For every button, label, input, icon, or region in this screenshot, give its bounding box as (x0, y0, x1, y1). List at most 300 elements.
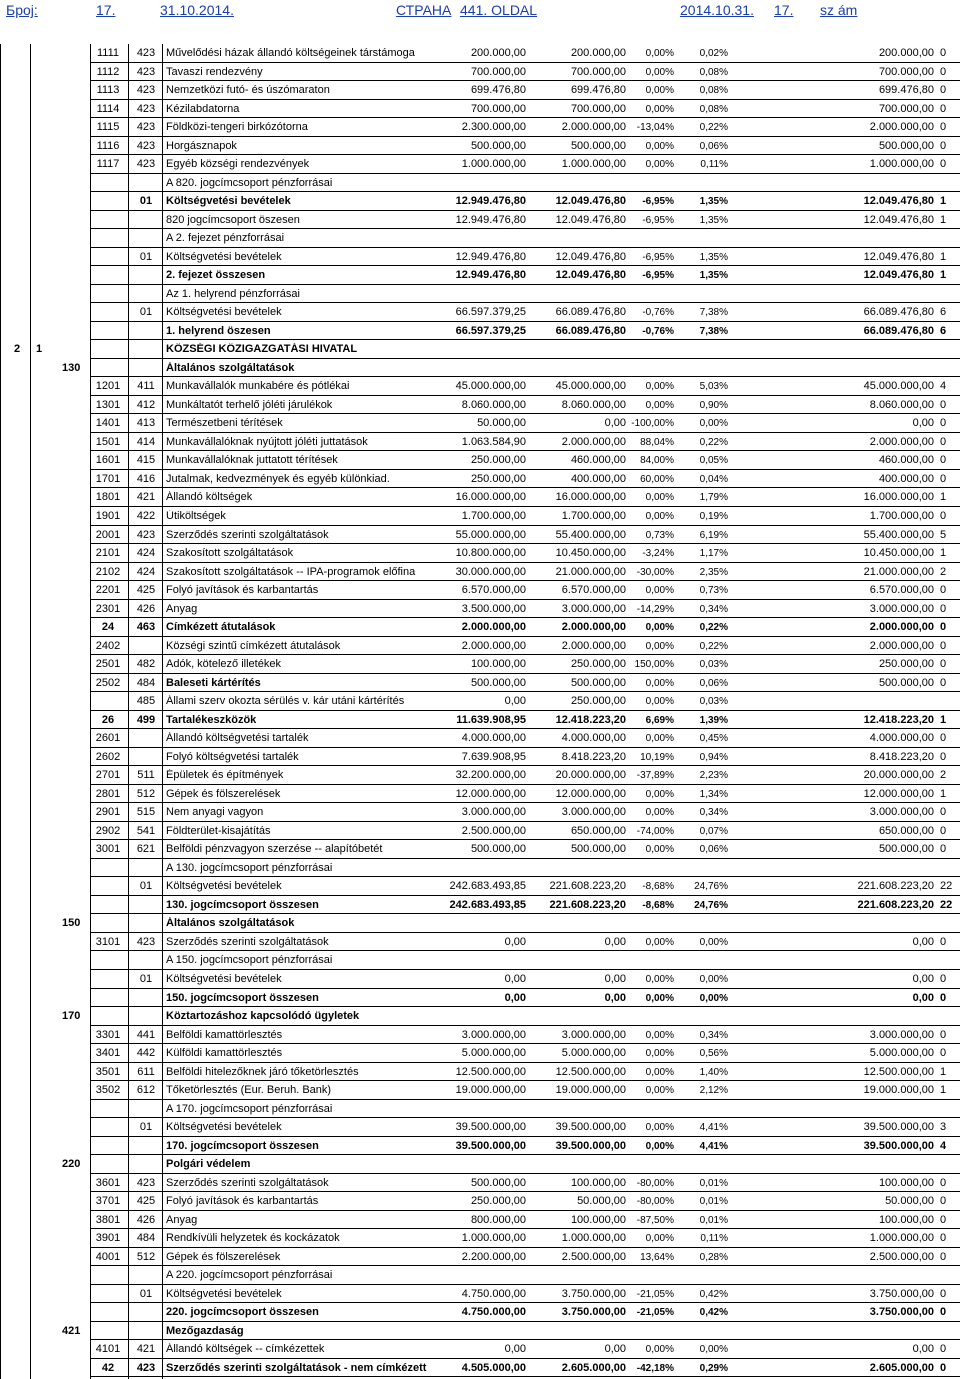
value-modified: 19.000.000,00 (555, 1084, 626, 1097)
account-code: 485 (136, 695, 156, 708)
account-code: 511 (137, 769, 155, 782)
value-modified: 12.500.000,00 (555, 1065, 626, 1078)
value-total: 2.500.000,00 (869, 1250, 934, 1263)
value-original: 2.500.000,00 (461, 824, 526, 837)
row-divider (90, 247, 960, 248)
table-row (0, 674, 960, 692)
function-code: 170 (62, 1010, 81, 1023)
item-number: 2101 (95, 547, 121, 560)
value-extra: 1 (940, 195, 947, 208)
header-item: Број: (6, 2, 38, 18)
percent-change: -30,00% (636, 566, 674, 578)
row-divider (90, 1062, 960, 1063)
value-original: 500.000,00 (470, 843, 526, 856)
row-divider (90, 469, 960, 470)
value-original: 8.060.000,00 (461, 398, 526, 411)
account-code: 541 (136, 824, 156, 837)
percent-change: -3,24% (642, 548, 674, 560)
item-label: A 170. jogcímcsoport pénzforrásai (166, 1102, 333, 1115)
table-row (0, 896, 960, 914)
value-total: 500.000,00 (878, 139, 934, 152)
value-modified: 1.700.000,00 (561, 510, 626, 522)
percent-change: 0,00% (645, 48, 674, 59)
table-row (0, 563, 960, 581)
value-extra: 0 (940, 750, 947, 763)
value-original: 11.639.908,95 (456, 713, 526, 726)
value-extra: 2 (940, 769, 947, 782)
table-row (0, 285, 960, 303)
value-modified: 700.000,00 (570, 102, 626, 115)
percent-change: 6,69% (645, 714, 674, 726)
row-divider (90, 969, 960, 970)
item-label: Állandó költségvetési tartalék (166, 732, 309, 745)
percent-change: 0,00% (645, 696, 674, 708)
value-modified: 12.049.476,80 (555, 213, 626, 226)
item-label: Nem anyagi vagyon (166, 806, 264, 819)
item-label: Szakosított szolgáltatások (166, 547, 294, 560)
percent-share: 0,08% (699, 103, 728, 115)
item-label: Szerződés szerinti szolgáltatások (166, 1176, 329, 1189)
item-label: Állami szerv okozta sérülés v. kár utáni kártérítés (166, 695, 405, 708)
row-divider (90, 228, 960, 229)
table-row (0, 618, 960, 636)
row-divider (90, 321, 960, 322)
value-modified: 2.000.000,00 (561, 639, 626, 652)
value-total: 500.000,00 (878, 843, 934, 856)
table-row (0, 359, 960, 377)
row-divider (90, 339, 960, 340)
value-original: 12.500.000,00 (455, 1065, 526, 1078)
percent-share: 0,42% (699, 1307, 728, 1319)
value-extra: 0 (940, 1306, 947, 1319)
page-header (0, 0, 960, 28)
item-number: 2801 (95, 787, 121, 800)
item-number: 2201 (95, 584, 121, 597)
row-divider (90, 747, 960, 748)
item-label: Horgásznapok (166, 139, 237, 152)
account-code: 423 (136, 158, 156, 171)
value-original: 16.000.000,00 (455, 491, 526, 504)
value-extra: 0 (940, 139, 947, 152)
item-number: 2902 (95, 824, 121, 837)
item-number: 3901 (95, 1232, 121, 1245)
item-label: Szerződés szerinti szolgáltatások (166, 935, 329, 948)
item-label: Folyó javítások és karbantartás (166, 1195, 319, 1208)
row-divider (90, 413, 960, 414)
item-number: 26 (101, 713, 115, 726)
item-label: Adók, kötelező illetékek (166, 658, 281, 671)
item-label: Községi szintű címkézett átutalások (166, 639, 341, 652)
percent-change: 0,00% (645, 1344, 674, 1356)
percent-change: 0,00% (645, 66, 674, 78)
percent-share: 0,01% (699, 1214, 728, 1226)
value-extra: 0 (940, 472, 947, 485)
value-extra: 22 (940, 898, 953, 911)
row-divider (90, 673, 960, 674)
value-modified: 100.000,00 (570, 1213, 626, 1226)
value-original: 4.000.000,00 (461, 732, 526, 745)
value-original: 39.500.000,00 (455, 1139, 526, 1152)
item-label: 2. fejezet összesen (166, 269, 266, 282)
row-divider (90, 265, 960, 266)
item-label: 1. helyrend öszesen (166, 324, 271, 337)
percent-change: 0,00% (645, 85, 674, 97)
table-row (0, 1155, 960, 1173)
table-row (0, 414, 960, 432)
value-total: 12.500.000,00 (863, 1065, 934, 1078)
row-divider (90, 988, 960, 989)
header-item: 441. OLDAL (460, 2, 538, 18)
table-row (0, 933, 960, 951)
value-extra: 1 (940, 213, 947, 226)
value-original: 2.000.000,00 (461, 639, 526, 652)
table-row (0, 1359, 960, 1377)
row-divider (90, 1043, 960, 1044)
value-modified: 460.000,00 (570, 454, 626, 467)
value-modified: 0,00 (604, 417, 626, 430)
item-label: Gépek és fölszerelések (166, 787, 281, 800)
value-original: 4.750.000,00 (461, 1306, 526, 1319)
value-original: 242.683.493,85 (449, 898, 526, 911)
item-label: KÖZSÉGI KÖZIGAZGATÁSI HIVATAL (166, 343, 358, 356)
value-total: 2.000.000,00 (869, 121, 934, 134)
account-code: 01 (139, 1287, 153, 1300)
value-modified: 50.000,00 (577, 1195, 626, 1208)
row-divider (90, 1376, 960, 1377)
account-code: 424 (136, 547, 156, 560)
value-modified: 12.049.476,80 (555, 195, 626, 208)
row-divider (90, 191, 960, 192)
item-label: 150. jogcímcsoport összesen (166, 991, 319, 1004)
row-divider (90, 136, 960, 137)
row-divider (90, 117, 960, 118)
row-divider (90, 1302, 960, 1303)
account-code: 484 (136, 1232, 156, 1245)
value-original: 4.505.000,00 (461, 1361, 526, 1374)
value-total: 0,00 (912, 417, 934, 430)
function-code: 130 (62, 361, 81, 374)
item-number: 1601 (95, 454, 121, 467)
account-code: 515 (136, 806, 156, 819)
item-number: 1801 (95, 491, 121, 504)
percent-share: 0,00% (699, 1344, 728, 1356)
value-original: 250.000,00 (470, 472, 526, 485)
row-divider (90, 525, 960, 526)
value-extra: 0 (940, 935, 947, 948)
table-row (0, 174, 960, 192)
item-label: Általános szolgáltatások (166, 361, 295, 374)
value-extra: 0 (940, 510, 947, 522)
value-total: 12.049.476,80 (863, 269, 934, 282)
value-extra: 0 (940, 1287, 947, 1300)
percent-share: 1,39% (699, 714, 728, 726)
percent-change: 0,00% (645, 974, 674, 985)
table-row (0, 748, 960, 766)
value-extra: 0 (940, 602, 947, 615)
percent-share: 0,08% (699, 85, 728, 97)
percent-change: 0,73% (645, 529, 674, 541)
row-divider (90, 376, 960, 377)
header-item: 17. (774, 2, 794, 18)
value-extra: 0 (940, 121, 947, 134)
percent-share: 0,90% (699, 399, 728, 411)
value-modified: 700.000,00 (570, 65, 626, 78)
table-row (0, 248, 960, 266)
percent-change: -100,00% (631, 418, 674, 430)
percent-share: 4,41% (699, 1140, 728, 1152)
row-divider (90, 1284, 960, 1285)
value-total: 700.000,00 (878, 65, 934, 78)
item-number: 2301 (95, 602, 121, 615)
value-extra: 0 (940, 843, 947, 856)
value-total: 500.000,00 (878, 676, 934, 689)
table-row (0, 822, 960, 840)
table-row (0, 1303, 960, 1321)
item-number: 3401 (95, 1047, 121, 1060)
item-number: 1401 (95, 417, 121, 430)
row-divider (90, 1228, 960, 1229)
table-row (0, 711, 960, 729)
percent-change: 0,00% (645, 844, 674, 856)
value-modified: 12.049.476,80 (555, 269, 626, 282)
item-label: Polgári védelem (166, 1158, 251, 1171)
percent-share: 1,40% (699, 1066, 728, 1078)
value-modified: 5.000.000,00 (561, 1047, 626, 1060)
table-row (0, 377, 960, 395)
table-row (0, 989, 960, 1007)
value-total: 0,00 (912, 935, 934, 948)
item-label: A 2. fejezet pénzforrásai (166, 232, 285, 245)
value-modified: 20.000.000,00 (555, 769, 626, 782)
value-total: 12.049.476,80 (863, 213, 934, 226)
value-original: 10.800.000,00 (455, 547, 526, 560)
percent-share: 1,35% (699, 251, 728, 263)
value-extra: 0 (940, 639, 947, 652)
row-divider (90, 1173, 960, 1174)
account-code: 423 (136, 47, 156, 59)
table-row (0, 229, 960, 247)
value-total: 55.400.000,00 (863, 528, 934, 541)
account-code: 421 (136, 491, 156, 504)
value-original: 700.000,00 (470, 102, 526, 115)
table-row (0, 1322, 960, 1340)
value-total: 12.049.476,80 (863, 195, 934, 208)
item-label: Külföldi kamattörlesztés (166, 1047, 283, 1060)
percent-share: 0,00% (699, 974, 728, 985)
table-row (0, 118, 960, 136)
percent-share: 0,06% (699, 140, 728, 152)
row-divider (90, 210, 960, 211)
row-divider (90, 62, 960, 63)
percent-share: 7,38% (699, 307, 728, 319)
value-extra: 0 (940, 1195, 947, 1208)
account-code: 412 (136, 398, 156, 411)
table-row (0, 729, 960, 747)
percent-share: 0,11% (700, 159, 728, 171)
value-total: 1.000.000,00 (869, 158, 934, 171)
row-divider (90, 765, 960, 766)
account-code: 423 (136, 102, 156, 115)
percent-change: -0,76% (642, 307, 674, 319)
value-modified: 3.000.000,00 (561, 1028, 626, 1041)
account-code: 423 (136, 1176, 156, 1189)
item-number: 3301 (95, 1028, 121, 1041)
value-modified: 699.476,80 (570, 84, 626, 97)
value-original: 500.000,00 (470, 1176, 526, 1189)
table-row (0, 340, 960, 358)
account-code: 423 (136, 121, 156, 134)
value-modified: 500.000,00 (570, 676, 626, 689)
table-row (0, 1340, 960, 1358)
table-row (0, 1285, 960, 1303)
item-number: 1116 (96, 139, 120, 152)
value-original: 200.000,00 (470, 47, 526, 59)
row-divider (90, 839, 960, 840)
value-modified: 10.450.000,00 (555, 547, 626, 560)
table-row (0, 155, 960, 173)
value-extra: 0 (940, 676, 947, 689)
account-code: 01 (139, 306, 153, 319)
table-row (0, 1026, 960, 1044)
row-divider (90, 99, 960, 100)
value-modified: 8.060.000,00 (561, 398, 626, 411)
account-code: 425 (136, 1195, 156, 1208)
value-total: 66.089.476,80 (863, 324, 934, 337)
account-code: 612 (136, 1084, 156, 1097)
value-extra: 0 (940, 806, 947, 819)
value-total: 1.000.000,00 (869, 1232, 934, 1245)
percent-change: 0,00% (645, 640, 674, 652)
percent-share: 1,34% (699, 788, 728, 800)
value-total: 12.418.223,20 (863, 713, 934, 726)
value-original: 12.949.476,80 (455, 213, 526, 226)
item-label: Útiköltségek (166, 510, 226, 522)
item-label: Egyéb községi rendezvények (166, 158, 310, 171)
item-label: Természetbeni térítések (166, 417, 283, 430)
percent-share: 0,22% (699, 436, 728, 448)
percent-change: -6,95% (642, 270, 674, 282)
value-modified: 0,00 (604, 935, 626, 948)
value-extra: 1 (940, 1065, 947, 1078)
item-number: 2901 (95, 806, 121, 819)
percent-change: 0,00% (645, 140, 674, 152)
table-row (0, 211, 960, 229)
item-label: Munkavállalóknak nyújtott jóléti juttatások (166, 435, 368, 448)
percent-change: -80,00% (636, 1177, 674, 1189)
percent-change: 0,00% (645, 1066, 674, 1078)
item-label: Szerződés szerinti szolgáltatások - nem címkézett (166, 1361, 427, 1374)
value-total: 2.000.000,00 (869, 639, 934, 652)
value-extra: 1 (940, 1084, 947, 1097)
value-extra: 4 (940, 380, 947, 393)
percent-share: 0,04% (699, 473, 728, 485)
value-total: 250.000,00 (878, 658, 934, 671)
value-original: 1.063.584,90 (461, 435, 526, 448)
table-row (0, 803, 960, 821)
percent-change: 88,04% (640, 436, 674, 448)
value-modified: 55.400.000,00 (555, 528, 626, 541)
account-code: 423 (136, 935, 156, 948)
row-divider (90, 1154, 960, 1155)
percent-change: -74,00% (636, 825, 674, 837)
value-total: 1.700.000,00 (869, 510, 934, 522)
account-code: 423 (136, 84, 156, 97)
row-divider (90, 1339, 960, 1340)
item-label: Munkavállalók munkabére és pótlékai (166, 380, 350, 393)
percent-change: 0,00% (645, 1233, 674, 1245)
value-modified: 500.000,00 (570, 139, 626, 152)
value-extra: 3 (940, 1121, 947, 1134)
value-extra: 2 (940, 565, 947, 578)
value-modified: 221.608.223,20 (549, 898, 626, 911)
value-original: 2.000.000,00 (461, 621, 526, 634)
value-original: 0,00 (504, 1343, 526, 1356)
table-row (0, 488, 960, 506)
header-item: sz ám (820, 2, 858, 18)
row-divider (90, 858, 960, 859)
value-original: 1.000.000,00 (461, 1232, 526, 1245)
item-number: 1301 (95, 398, 121, 411)
table-row (0, 1192, 960, 1210)
value-original: 3.000.000,00 (461, 806, 526, 819)
value-modified: 3.000.000,00 (561, 602, 626, 615)
value-total: 100.000,00 (878, 1213, 934, 1226)
item-label: Szerződés szerinti szolgáltatások (166, 528, 329, 541)
value-modified: 0,00 (604, 991, 626, 1004)
value-modified: 39.500.000,00 (555, 1121, 626, 1134)
value-extra: 0 (940, 158, 947, 171)
item-label: Munkáltatót terhelő jóléti járulékok (166, 398, 333, 411)
percent-change: -21,05% (636, 1307, 674, 1319)
value-modified: 12.049.476,80 (555, 250, 626, 263)
value-extra: 0 (940, 584, 947, 597)
value-modified: 39.500.000,00 (555, 1139, 626, 1152)
percent-share: 2,23% (699, 770, 728, 782)
table-row (0, 951, 960, 969)
value-extra: 1 (940, 250, 947, 263)
percent-share: 0,07% (699, 825, 728, 837)
value-modified: 0,00 (604, 1343, 626, 1356)
row-divider (90, 154, 960, 155)
value-extra: 0 (940, 991, 947, 1004)
percent-share: 0,08% (699, 66, 728, 78)
row-divider (90, 1265, 960, 1266)
table-row (0, 44, 960, 62)
value-modified: 221.608.223,20 (549, 880, 626, 893)
value-extra: 1 (940, 787, 947, 800)
percent-change: 13,64% (640, 1251, 674, 1263)
item-label: Folyó költségvetési tartalék (166, 750, 299, 763)
table-row (0, 396, 960, 414)
percent-change: 0,00% (645, 677, 674, 689)
percent-share: 0,01% (699, 1177, 728, 1189)
value-original: 0,00 (504, 991, 526, 1004)
value-total: 4.000.000,00 (869, 732, 934, 745)
value-total: 3.750.000,00 (869, 1287, 934, 1300)
value-total: 12.049.476,80 (863, 250, 934, 263)
row-divider (90, 1358, 960, 1359)
account-code: 423 (136, 65, 156, 78)
percent-change: -6,95% (642, 251, 674, 263)
subgroup-code: 1 (36, 343, 43, 356)
value-total: 0,00 (912, 1343, 934, 1356)
percent-change: 0,00% (645, 511, 674, 522)
account-code: 415 (136, 454, 156, 467)
row-divider (90, 654, 960, 655)
value-extra: 0 (940, 621, 947, 634)
value-modified: 66.089.476,80 (555, 306, 626, 319)
item-label: Költségvetési bevételek (166, 1287, 282, 1300)
